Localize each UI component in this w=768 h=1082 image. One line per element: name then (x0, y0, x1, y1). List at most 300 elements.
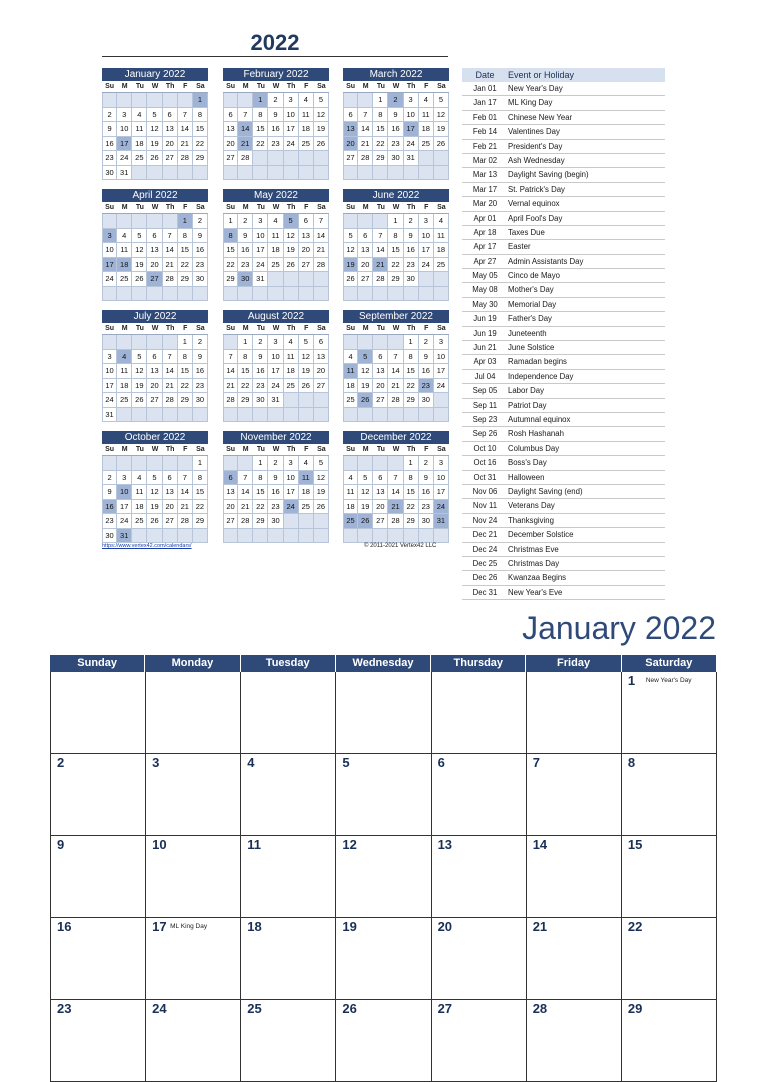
mini-day: 14 (223, 364, 238, 379)
mini-day: 19 (147, 500, 162, 515)
mini-day: 5 (434, 93, 449, 108)
mini-day: 28 (388, 393, 403, 408)
mini-day: 22 (253, 500, 268, 515)
mini-day: 4 (117, 229, 132, 244)
mini-day: 19 (358, 500, 373, 515)
mini-month-grid (223, 81, 329, 180)
mini-day: 11 (434, 229, 449, 244)
mini-day: 21 (238, 500, 253, 515)
mini-day-empty (314, 166, 329, 181)
holiday-row (462, 557, 665, 571)
mini-weekday-label: W (147, 81, 162, 93)
mini-day: 13 (163, 485, 178, 500)
mini-weekday-label: Th (284, 202, 299, 214)
mini-month (223, 68, 329, 180)
mini-day: 8 (388, 229, 403, 244)
holiday-date: Nov 06 (472, 486, 498, 496)
mini-day-empty (268, 529, 283, 544)
day-cell[interactable] (241, 1000, 336, 1082)
holiday-name: St. Patrick's Day (508, 184, 565, 194)
day-number: 27 (437, 1001, 453, 1016)
holiday-name: Admin Assistants Day (508, 256, 584, 266)
day-cell[interactable] (241, 918, 336, 1000)
mini-day-empty (299, 272, 314, 287)
day-cell[interactable] (432, 1000, 527, 1082)
holiday-name: December Solstice (508, 530, 574, 540)
mini-day-empty (373, 166, 388, 181)
mini-day: 3 (404, 93, 419, 108)
holiday-event-header: Event or Holiday (508, 70, 575, 80)
mini-day: 15 (193, 485, 208, 500)
mini-day: 29 (404, 514, 419, 529)
mini-day: 4 (268, 214, 283, 229)
day-cell[interactable] (432, 836, 527, 918)
mini-month (223, 310, 329, 422)
day-cell[interactable] (51, 918, 146, 1000)
day-cell[interactable] (146, 754, 241, 836)
weekday-header: Monday (145, 655, 240, 672)
mini-day-empty (223, 408, 238, 423)
mini-weekday-label: Tu (373, 202, 388, 214)
day-cell[interactable] (336, 672, 431, 754)
mini-day-empty (163, 214, 178, 229)
mini-day: 28 (178, 151, 193, 166)
mini-day: 2 (102, 108, 117, 123)
mini-day: 20 (223, 137, 238, 152)
holiday-date: Jan 17 (473, 98, 497, 108)
mini-day: 16 (268, 485, 283, 500)
mini-day-empty (223, 456, 238, 471)
mini-day: 18 (117, 379, 132, 394)
mini-day: 4 (117, 350, 132, 365)
mini-day-empty (299, 408, 314, 423)
mini-day: 26 (132, 393, 147, 408)
mini-day: 24 (102, 272, 117, 287)
mini-day: 18 (299, 485, 314, 500)
mini-day: 28 (388, 514, 403, 529)
mini-day: 16 (419, 485, 434, 500)
day-cell[interactable] (51, 754, 146, 836)
mini-day: 4 (343, 471, 358, 486)
mini-day: 9 (268, 471, 283, 486)
mini-day: 17 (419, 243, 434, 258)
day-number: 16 (57, 919, 72, 934)
mini-day: 2 (102, 471, 117, 486)
holiday-date: Oct 16 (473, 458, 497, 468)
mini-day: 3 (434, 335, 449, 350)
mini-day-empty (178, 456, 193, 471)
mini-day: 29 (373, 151, 388, 166)
mini-month (102, 68, 208, 180)
day-number: 26 (342, 1001, 357, 1016)
holiday-row (462, 485, 665, 499)
weekday-header: Sunday (50, 655, 145, 672)
mini-day: 3 (268, 335, 283, 350)
mini-day: 20 (299, 243, 314, 258)
mini-month-grid (343, 444, 449, 543)
mini-day-empty (193, 166, 208, 181)
mini-weekday-label: Tu (132, 81, 147, 93)
mini-day: 15 (253, 122, 268, 137)
mini-month (102, 189, 208, 301)
day-cell[interactable] (241, 672, 336, 754)
day-cell[interactable] (51, 672, 146, 754)
mini-day: 9 (253, 350, 268, 365)
holiday-name: Daylight Saving (end) (508, 486, 583, 496)
mini-day: 29 (193, 151, 208, 166)
mini-day: 13 (358, 243, 373, 258)
mini-weekday-label: Th (284, 323, 299, 335)
holiday-date: Jun 21 (473, 343, 497, 353)
day-cell[interactable] (622, 836, 717, 918)
mini-day: 20 (358, 258, 373, 273)
mini-month-title: February 2022 (223, 68, 329, 81)
mini-day-empty (373, 529, 388, 544)
mini-weekday-label: F (299, 81, 314, 93)
mini-day: 18 (132, 137, 147, 152)
holiday-row (462, 413, 665, 427)
mini-day-empty (419, 166, 434, 181)
mini-day: 18 (284, 364, 299, 379)
mini-day: 23 (102, 514, 117, 529)
mini-day: 24 (284, 500, 299, 515)
mini-day: 29 (178, 272, 193, 287)
holiday-date: May 05 (472, 271, 498, 281)
day-cell[interactable] (432, 672, 527, 754)
mini-day-empty (223, 335, 238, 350)
day-cell[interactable] (146, 836, 241, 918)
mini-day: 22 (178, 258, 193, 273)
holiday-name: Easter (508, 242, 531, 252)
day-cell[interactable] (241, 754, 336, 836)
mini-day-empty (253, 166, 268, 181)
mini-day-empty (299, 393, 314, 408)
mini-weekday-label: W (388, 81, 403, 93)
mini-weekday-label: M (238, 444, 253, 456)
holiday-date: Mar 17 (472, 184, 498, 194)
mini-day: 21 (388, 379, 403, 394)
mini-day: 27 (373, 393, 388, 408)
mini-month-title: May 2022 (223, 189, 329, 202)
mini-day: 24 (268, 379, 283, 394)
mini-day: 8 (253, 471, 268, 486)
mini-day-empty (284, 514, 299, 529)
vertex42-link[interactable]: https://www.vertex42.com/calendars/ (102, 543, 192, 549)
holiday-date: Mar 02 (472, 155, 498, 165)
mini-day: 24 (117, 514, 132, 529)
day-cell[interactable] (527, 754, 622, 836)
day-cell[interactable] (241, 836, 336, 918)
day-cell[interactable] (146, 672, 241, 754)
mini-day: 7 (178, 108, 193, 123)
holiday-date: Sep 11 (472, 400, 498, 410)
mini-day: 17 (268, 364, 283, 379)
mini-day: 11 (117, 364, 132, 379)
holiday-name: Cinco de Mayo (508, 271, 561, 281)
mini-day: 8 (178, 229, 193, 244)
holiday-date: May 08 (472, 285, 498, 295)
mini-weekday-label: F (419, 202, 434, 214)
mini-weekday-label: Sa (193, 81, 208, 93)
mini-day: 18 (419, 122, 434, 137)
mini-day: 7 (238, 471, 253, 486)
day-cell[interactable] (527, 836, 622, 918)
mini-day: 28 (163, 272, 178, 287)
mini-day-empty (299, 287, 314, 302)
mini-month-grid (102, 202, 208, 301)
day-cell[interactable] (336, 754, 431, 836)
mini-day: 4 (343, 350, 358, 365)
mini-day: 10 (102, 243, 117, 258)
holiday-name: Christmas Day (508, 558, 560, 568)
mini-weekday-label: Th (404, 323, 419, 335)
holiday-row (462, 298, 665, 312)
day-cell[interactable] (527, 918, 622, 1000)
mini-day-empty (284, 151, 299, 166)
mini-day: 22 (253, 137, 268, 152)
mini-day: 27 (147, 272, 162, 287)
day-cell[interactable] (51, 836, 146, 918)
holiday-date: Dec 31 (472, 587, 498, 597)
mini-day-empty (343, 529, 358, 544)
mini-day: 1 (404, 456, 419, 471)
day-cell[interactable] (146, 1000, 241, 1082)
mini-day-empty (102, 456, 117, 471)
day-number: 28 (532, 1001, 548, 1016)
mini-day: 28 (314, 258, 329, 273)
holiday-row (462, 341, 665, 355)
mini-day: 21 (163, 379, 178, 394)
mini-weekday-label: Su (223, 202, 238, 214)
weekday-header: Tuesday (241, 655, 336, 672)
mini-weekday-label: M (117, 81, 132, 93)
mini-day: 7 (388, 350, 403, 365)
day-cell[interactable] (622, 1000, 717, 1082)
holiday-name: Veterans Day (508, 501, 555, 511)
holiday-date: Apr 17 (473, 242, 497, 252)
mini-day-empty (419, 529, 434, 544)
mini-day: 25 (132, 151, 147, 166)
holiday-date: Apr 03 (473, 357, 497, 367)
holiday-date: Feb 14 (472, 127, 498, 137)
mini-day-empty (132, 287, 147, 302)
day-number: 24 (152, 1001, 167, 1016)
mini-weekday-label: Sa (193, 444, 208, 456)
mini-day: 20 (147, 258, 162, 273)
mini-day-empty (132, 456, 147, 471)
holiday-name: Autumnal equinox (508, 414, 571, 424)
mini-weekday-label: M (358, 444, 373, 456)
mini-day-empty (147, 408, 162, 423)
mini-day: 4 (132, 108, 147, 123)
mini-day: 26 (314, 500, 329, 515)
holiday-row (462, 312, 665, 326)
mini-day: 20 (147, 379, 162, 394)
mini-day: 4 (284, 335, 299, 350)
mini-day: 15 (404, 485, 419, 500)
mini-weekday-label: F (299, 323, 314, 335)
holiday-row (462, 456, 665, 470)
day-cell[interactable] (146, 918, 241, 1000)
mini-day: 19 (314, 485, 329, 500)
year-title-rule (102, 56, 448, 57)
mini-day: 24 (434, 379, 449, 394)
mini-day: 21 (373, 258, 388, 273)
mini-day: 13 (223, 485, 238, 500)
mini-day-empty (373, 456, 388, 471)
day-cell[interactable] (527, 672, 622, 754)
day-cell[interactable] (622, 672, 717, 754)
mini-day: 10 (404, 108, 419, 123)
mini-day: 23 (268, 500, 283, 515)
mini-day-empty (178, 529, 193, 544)
holiday-date: Sep 23 (472, 414, 498, 424)
holiday-date: Oct 10 (473, 443, 497, 453)
mini-day: 8 (404, 471, 419, 486)
mini-day: 22 (404, 500, 419, 515)
mini-day-empty (238, 529, 253, 544)
mini-day: 6 (343, 108, 358, 123)
mini-day: 3 (253, 214, 268, 229)
holiday-row (462, 514, 665, 528)
mini-day: 12 (434, 108, 449, 123)
holiday-list-header (462, 68, 665, 82)
mini-weekday-label: Th (404, 444, 419, 456)
holiday-row (462, 269, 665, 283)
holiday-row (462, 327, 665, 341)
day-cell[interactable] (51, 1000, 146, 1082)
mini-weekday-label: Tu (373, 444, 388, 456)
mini-day: 24 (102, 393, 117, 408)
mini-weekday-label: Tu (373, 323, 388, 335)
mini-day: 21 (314, 243, 329, 258)
mini-day-empty (358, 287, 373, 302)
mini-day: 16 (268, 122, 283, 137)
mini-month-grid (102, 81, 208, 180)
day-number: 1 (627, 673, 636, 688)
mini-day-empty (178, 166, 193, 181)
mini-day: 23 (268, 137, 283, 152)
mini-month (343, 310, 449, 422)
day-cell[interactable] (336, 918, 431, 1000)
mini-day: 23 (419, 379, 434, 394)
mini-weekday-label: M (238, 323, 253, 335)
mini-day: 29 (223, 272, 238, 287)
day-cell[interactable] (432, 754, 527, 836)
day-number: 20 (437, 919, 453, 934)
holiday-row (462, 154, 665, 168)
mini-day: 5 (132, 229, 147, 244)
mini-day: 15 (253, 485, 268, 500)
day-cell[interactable] (336, 836, 431, 918)
mini-day: 7 (163, 229, 178, 244)
mini-day: 15 (178, 364, 193, 379)
day-cell[interactable] (527, 1000, 622, 1082)
mini-weekday-label: Su (102, 81, 117, 93)
mini-weekday-label: F (419, 444, 434, 456)
mini-day: 11 (343, 485, 358, 500)
day-number: 8 (627, 755, 636, 770)
mini-day: 8 (193, 471, 208, 486)
mini-day: 12 (343, 243, 358, 258)
mini-month-title: January 2022 (102, 68, 208, 81)
mini-month-title: March 2022 (343, 68, 449, 81)
mini-day: 15 (404, 364, 419, 379)
mini-day-empty (373, 287, 388, 302)
mini-day: 19 (132, 258, 147, 273)
mini-day-empty (193, 529, 208, 544)
mini-day-empty (147, 335, 162, 350)
mini-day-empty (163, 408, 178, 423)
mini-day-empty (434, 287, 449, 302)
mini-day: 13 (163, 122, 178, 137)
mini-day: 28 (163, 393, 178, 408)
mini-day: 13 (147, 243, 162, 258)
mini-day-empty (223, 93, 238, 108)
mini-day-empty (147, 529, 162, 544)
holiday-row (462, 183, 665, 197)
mini-day: 20 (373, 379, 388, 394)
mini-weekday-label: Th (404, 81, 419, 93)
mini-day: 3 (117, 471, 132, 486)
mini-day: 13 (223, 122, 238, 137)
mini-day-empty (238, 93, 253, 108)
day-cell[interactable] (622, 754, 717, 836)
day-cell[interactable] (336, 1000, 431, 1082)
mini-weekday-label: Tu (132, 323, 147, 335)
mini-day-empty (388, 456, 403, 471)
mini-month (343, 189, 449, 301)
mini-day: 7 (178, 471, 193, 486)
holiday-name: Kwanzaa Begins (508, 573, 567, 583)
mini-day: 4 (419, 93, 434, 108)
mini-day: 25 (132, 514, 147, 529)
day-number: 17 (152, 919, 167, 934)
holiday-name: Juneteenth (508, 328, 547, 338)
mini-day: 27 (358, 272, 373, 287)
mini-day-empty (102, 214, 117, 229)
mini-day: 9 (404, 229, 419, 244)
mini-day-empty (404, 529, 419, 544)
mini-day: 17 (117, 137, 132, 152)
mini-day: 6 (373, 471, 388, 486)
mini-day: 10 (434, 471, 449, 486)
mini-day: 28 (238, 151, 253, 166)
mini-day: 11 (343, 364, 358, 379)
mini-day: 28 (223, 393, 238, 408)
mini-day: 27 (223, 151, 238, 166)
mini-month-grid (223, 323, 329, 422)
mini-day: 9 (193, 229, 208, 244)
mini-day: 8 (193, 108, 208, 123)
mini-day-empty (117, 93, 132, 108)
mini-day: 29 (253, 514, 268, 529)
mini-day-empty (238, 408, 253, 423)
holiday-name: Chinese New Year (508, 112, 573, 122)
mini-day: 9 (419, 471, 434, 486)
mini-day: 7 (223, 350, 238, 365)
mini-day: 17 (434, 364, 449, 379)
day-cell[interactable] (622, 918, 717, 1000)
holiday-name: Mother's Day (508, 285, 554, 295)
holiday-name: Ramadan begins (508, 357, 567, 367)
mini-day: 6 (299, 214, 314, 229)
mini-day: 23 (388, 137, 403, 152)
holiday-name: ML King Day (508, 98, 553, 108)
mini-day-empty (388, 529, 403, 544)
day-cell[interactable] (432, 918, 527, 1000)
mini-day: 3 (117, 108, 132, 123)
